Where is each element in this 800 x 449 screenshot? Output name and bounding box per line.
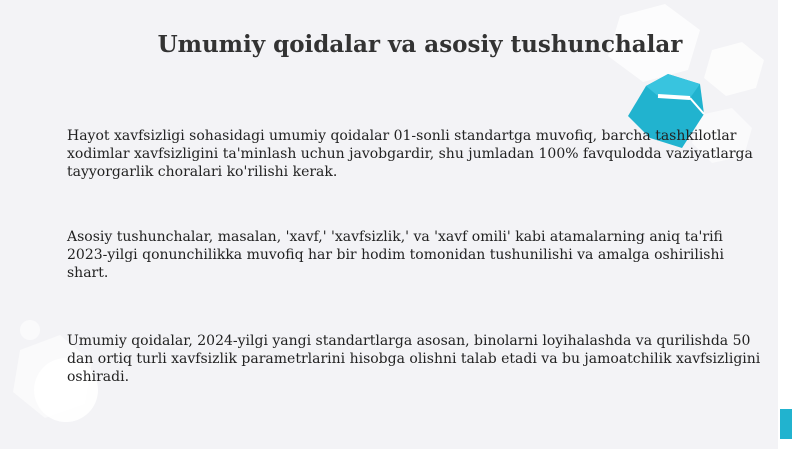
paragraph-2: Asosiy tushunchalar, masalan, 'xavf,' 'xavfsizlik,' va 'xavf omili' kabi atamalarning aniq ta'rifi 2023-yilgi qonunchilikka muvofiq har bir hodim tomonidan tushunilishi va amalga oshirilishi shart.	[67, 229, 724, 281]
slide-title: Umumiy qoidalar va asosiy tushunchalar	[157, 31, 683, 58]
accent-bar	[780, 409, 792, 439]
slide-edge-strip	[778, 0, 800, 449]
paragraph-3: Umumiy qoidalar, 2024-yilgi yangi standartlarga asosan, binolarni loyihalashda va qurilishda 50 dan ortiq turli xavfsizlik parametrlarini hisobga olishni talab etadi va bu jamoatchilik xavfsizligini oshiradi.	[67, 333, 761, 385]
paragraph-1: Hayot xavfsizligi sohasidagi umumiy qoidalar 01-sonli standartga muvofiq, barcha tashkilotlar xodimlar xavfsizligini ta'minlash uchun javobgardir, shu jumladan 100% favqulodda vaziyatlarga tayyorgarlik choralari ko'rilishi kerak.	[67, 128, 753, 180]
circle-decoration-2	[20, 320, 40, 340]
